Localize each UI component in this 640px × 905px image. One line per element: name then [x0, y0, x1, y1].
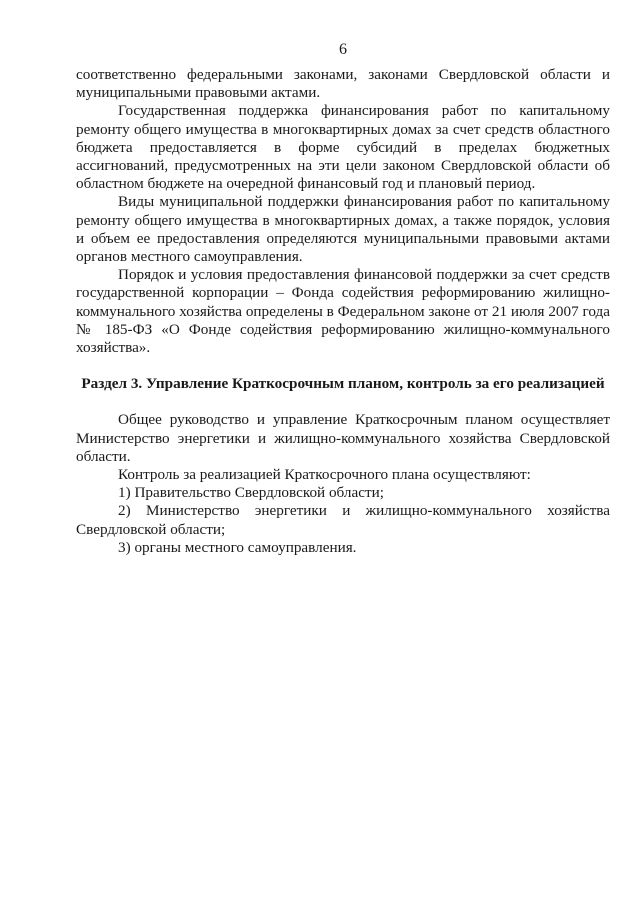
paragraph: Государственная поддержка финансирования работ по капитальному ремонту общего имущества в многоквартирных домах за счет средств областного бюджета предоставляется в форме субсидий в пределах бюджетных ассигнований, предусмотренных на эти цели законом Свердловской области об областном бюджете на очередной финансовый год и плановый период. — [76, 102, 610, 193]
document-page — [76, 40, 610, 557]
list-item: 2) Министерство энергетики и жилищно-коммунального хозяйства Свердловской области; — [76, 502, 610, 538]
paragraph: Общее руководство и управление Краткосрочным планом осуществляет Министерство энергетики и жилищно-коммунального хозяйства Свердловской области. — [76, 411, 610, 465]
section-heading: Раздел 3. Управление Краткосрочным планом, контроль за его реализацией — [81, 375, 605, 393]
paragraph: Виды муниципальной поддержки финансирования работ по капитальному ремонту общего имущества в многоквартирных домах, а также порядок, условия и объем ее предоставления определяются муниципальными правовыми актами органов местного самоуправления. — [76, 193, 610, 266]
text-block-before — [76, 66, 610, 357]
paragraph: Контроль за реализацией Краткосрочного плана осуществляют: — [118, 466, 531, 484]
page-number: 6 — [339, 41, 347, 58]
list-item: 3) органы местного самоуправления. — [118, 538, 357, 556]
paragraph: Порядок и условия предоставления финансовой поддержки за счет средств государственной корпорации – Фонда содействия реформированию жилищно-коммунального хозяйства определены в Федеральном законе от 21 июля 2007 года № 185-ФЗ «О Фонде содействия реформированию жилищно-коммунального хозяйства». — [76, 266, 610, 357]
text-block-after — [76, 411, 610, 557]
paragraph: соответственно федеральными законами, законами Свердловской области и муниципальными правовыми актами. — [76, 66, 610, 102]
list-item: 1) Правительство Свердловской области; — [118, 484, 384, 502]
